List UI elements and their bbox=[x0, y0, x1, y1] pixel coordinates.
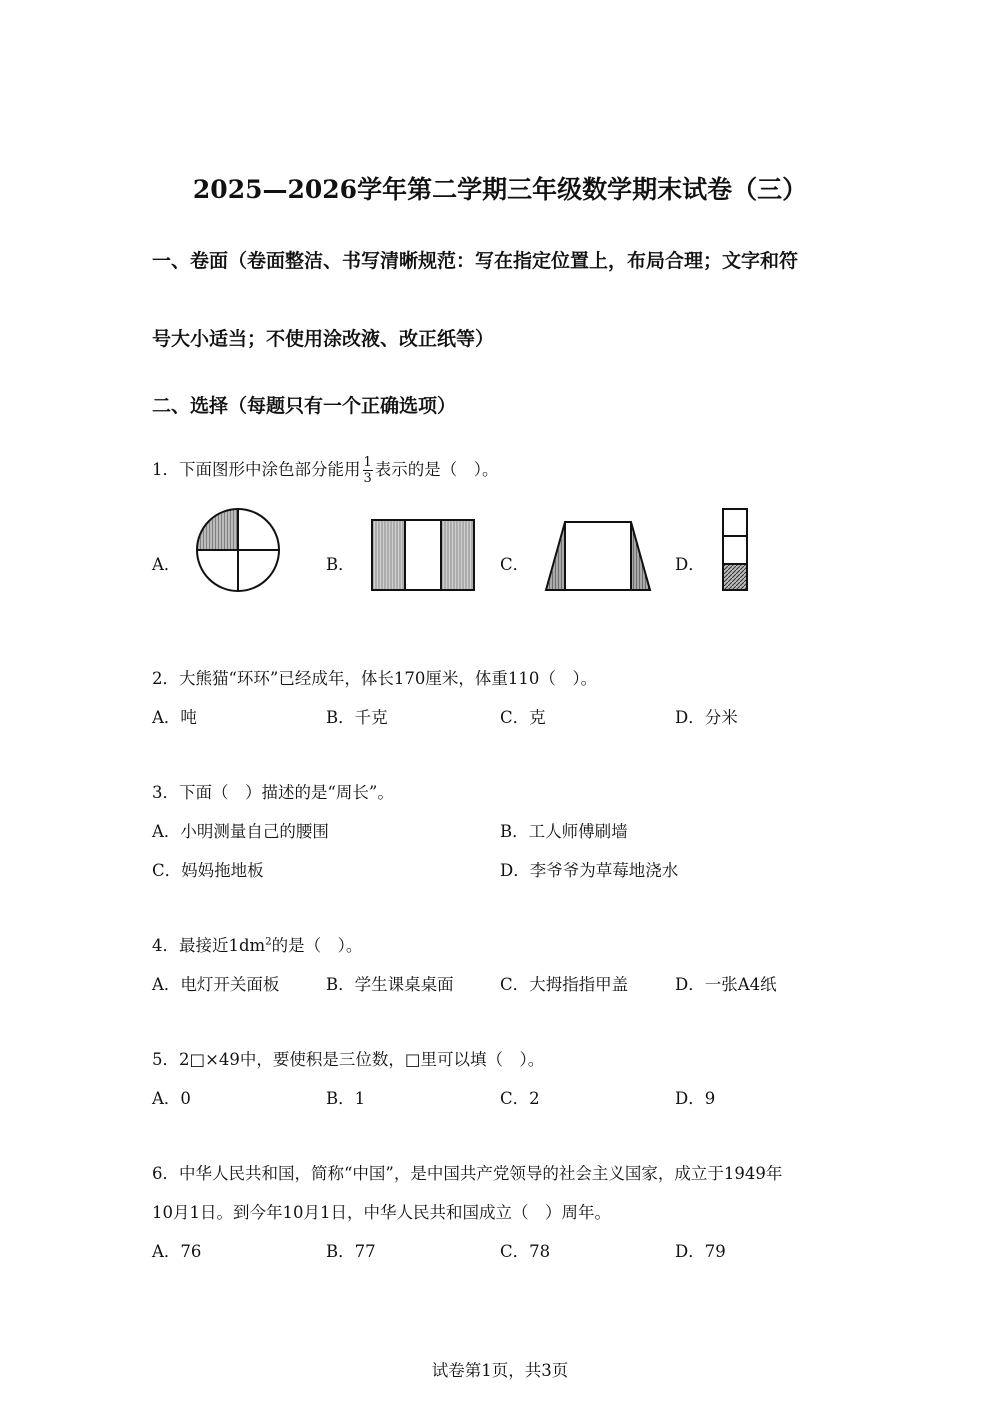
q4-option-c[interactable]: C．大拇指指甲盖 bbox=[500, 975, 629, 994]
question-6-stem-line1: 6．中华人民共和国，简称“中国”，是中国共产党领导的社会主义国家，成立于1949年 bbox=[152, 1164, 783, 1183]
q6-option-c[interactable]: C．78 bbox=[500, 1242, 551, 1261]
section1-line1: 一、卷面（卷面整洁、书写清晰规范：写在指定位置上，布局合理；文字和符 bbox=[152, 250, 799, 272]
question-3-stem: 3．下面（ ）描述的是“周长”。 bbox=[152, 783, 394, 802]
q2-option-a[interactable]: A．吨 bbox=[152, 708, 197, 727]
rectangle-thirds-two-shaded-figure[interactable] bbox=[369, 517, 477, 593]
q3-option-c[interactable]: C．妈妈拖地板 bbox=[152, 861, 264, 880]
q2-option-b[interactable]: B．千克 bbox=[326, 708, 388, 727]
q1-option-d-label[interactable]: D． bbox=[675, 555, 705, 574]
q5-option-d[interactable]: D．9 bbox=[675, 1089, 716, 1108]
q1-option-a-label[interactable]: A． bbox=[152, 555, 181, 574]
q6-option-b[interactable]: B．77 bbox=[326, 1242, 376, 1261]
trapezoid-two-triangles-shaded-figure[interactable] bbox=[543, 518, 659, 594]
q1-option-c-label[interactable]: C． bbox=[500, 555, 530, 574]
q2-option-d[interactable]: D．分米 bbox=[675, 708, 738, 727]
question-4-stem-before: 4．最接近1dm bbox=[152, 936, 266, 955]
q4-option-a[interactable]: A．电灯开关面板 bbox=[152, 975, 280, 994]
question-2-stem: 2．大熊猫“环环”已经成年，体长170厘米，体重110（ ）。 bbox=[152, 669, 598, 688]
q3-option-a[interactable]: A．小明测量自己的腰围 bbox=[152, 822, 329, 841]
q1-option-b-label[interactable]: B． bbox=[326, 555, 355, 574]
q4-option-d[interactable]: D．一张A4纸 bbox=[675, 975, 777, 994]
q6-option-d[interactable]: D．79 bbox=[675, 1242, 726, 1261]
question-5-stem: 5．2□×49中，要使积是三位数，□里可以填（ ）。 bbox=[152, 1050, 545, 1069]
question-4-stem bbox=[152, 932, 362, 956]
page-title: 2025—2026学年第二学期三年级数学期末试卷（三） bbox=[192, 175, 808, 204]
q5-option-b[interactable]: B．1 bbox=[326, 1089, 366, 1108]
square-superscript: 2 bbox=[265, 936, 272, 948]
stacked-three-squares-bottom-shaded-figure[interactable] bbox=[720, 506, 752, 594]
fraction-one-third bbox=[363, 455, 373, 486]
section2-heading: 二、选择（每题只有一个正确选项） bbox=[152, 395, 457, 417]
question-4-stem-after: 的是（ ）。 bbox=[271, 936, 363, 955]
page-footer: 试卷第1页，共3页 bbox=[431, 1361, 569, 1380]
section1-line2: 号大小适当；不使用涂改液、改正纸等） bbox=[152, 328, 495, 350]
question-6-stem-line2: 10月1日。到今年10月1日，中华人民共和国成立（ ）周年。 bbox=[152, 1203, 611, 1222]
q3-option-d[interactable]: D．李爷爷为草莓地浇水 bbox=[500, 861, 679, 880]
q3-option-b[interactable]: B．工人师傅刷墙 bbox=[500, 822, 628, 841]
q5-option-c[interactable]: C．2 bbox=[500, 1089, 540, 1108]
fraction-denominator: 3 bbox=[363, 471, 372, 486]
q6-option-a[interactable]: A．76 bbox=[152, 1242, 202, 1261]
circle-quarter-shaded-figure[interactable] bbox=[194, 505, 284, 595]
question-1-stem bbox=[152, 455, 499, 486]
q5-option-a[interactable]: A．0 bbox=[152, 1089, 191, 1108]
q2-option-c[interactable]: C．克 bbox=[500, 708, 546, 727]
q4-option-b[interactable]: B．学生课桌桌面 bbox=[326, 975, 454, 994]
question-1-prefix: 1．下面图形中涂色部分能用 bbox=[152, 460, 361, 479]
question-1-suffix: 表示的是（ ）。 bbox=[374, 460, 499, 479]
fraction-numerator: 1 bbox=[363, 455, 372, 470]
